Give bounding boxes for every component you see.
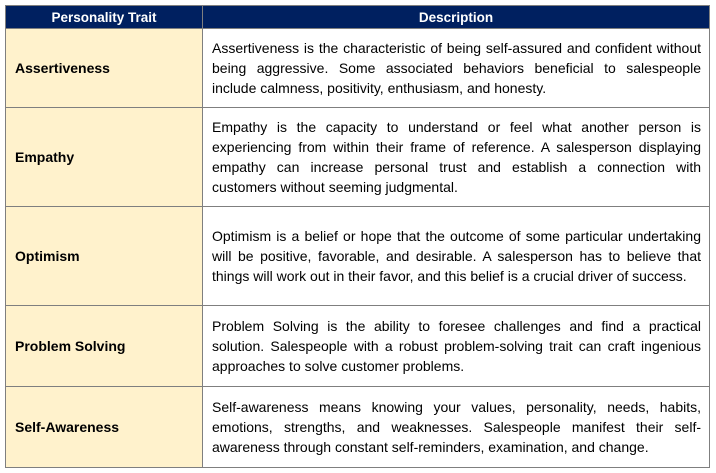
trait-optimism: Optimism [6, 207, 203, 306]
table-header-row [6, 6, 710, 29]
table-row [6, 29, 710, 108]
header-personality-trait: Personality Trait [6, 6, 203, 29]
header-description: Description [203, 6, 710, 29]
description-empathy: Empathy is the capacity to understand or feel what another person is experiencing from within their frame of reference. A salesperson displaying empathy can increase personal trust and establish a connection with customers without seeming judgmental. [203, 108, 710, 207]
personality-traits-table [5, 5, 710, 468]
description-problem-solving: Problem Solving is the ability to foresee challenges and find a practical solution. Salespeople with a robust problem-solving trait can craft ingenious approaches to solve customer problems. [203, 306, 710, 387]
traits-table-container [5, 5, 709, 468]
trait-problem-solving: Problem Solving [6, 306, 203, 387]
description-assertiveness: Assertiveness is the characteristic of being self-assured and confident without being aggressive. Some associated behaviors beneficial to salespeople include calmness, positivity, enthusiasm, and honesty. [203, 29, 710, 108]
table-row [6, 387, 710, 468]
description-self-awareness: Self-awareness means knowing your values, personality, needs, habits, emotions, strengths, and weaknesses. Salespeople manifest their self-awareness through constant self-reminders, examination, and change. [203, 387, 710, 468]
table-row [6, 306, 710, 387]
trait-assertiveness: Assertiveness [6, 29, 203, 108]
trait-self-awareness: Self-Awareness [6, 387, 203, 468]
table-row [6, 207, 710, 306]
description-optimism: Optimism is a belief or hope that the outcome of some particular undertaking will be positive, favorable, and desirable. A salesperson has to believe that things will work out in their favor, and this belief is a crucial driver of success. [203, 207, 710, 306]
trait-empathy: Empathy [6, 108, 203, 207]
table-row [6, 108, 710, 207]
